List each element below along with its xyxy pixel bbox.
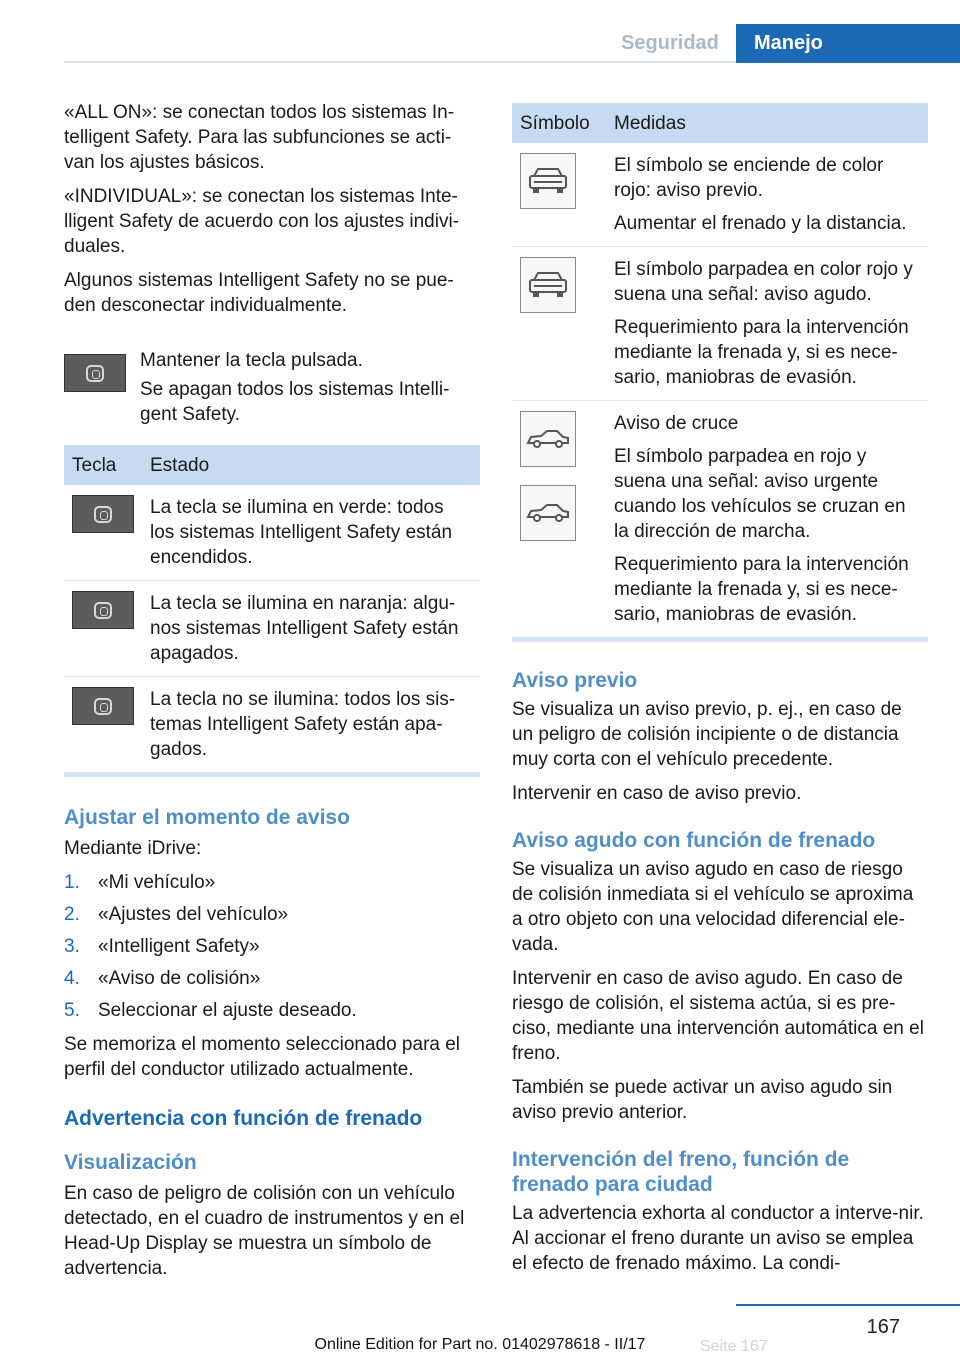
table-row	[64, 677, 480, 773]
car-front-warning-icon	[520, 153, 576, 209]
heading-aviso-agudo: Aviso agudo con función de frenado	[512, 829, 876, 852]
car-side-cross-icon	[520, 485, 576, 541]
heading-aviso-previo: Aviso previo	[512, 669, 638, 692]
car-front-acute-icon	[520, 257, 576, 313]
para-individual: «INDIVIDUAL»: se conectan los sistemas Inte‐lligent Safety de acuerdo con los ajustes indivi‐duales.	[64, 186, 460, 257]
table-end-rule	[64, 772, 480, 777]
footer-rule	[736, 1304, 960, 1306]
button-orange-icon	[72, 591, 134, 629]
para-memoriza: Se memoriza el momento seleccionado para el perfil del conductor utilizado actualmente.	[64, 1034, 461, 1080]
watermark: Seite 167	[700, 1338, 768, 1355]
table-row	[512, 401, 928, 638]
page-number: 167	[866, 1316, 900, 1338]
symbol-table	[512, 103, 928, 637]
heading-advertencia: Advertencia con función de frenado	[64, 1107, 423, 1130]
para-visualizacion: En caso de peligro de colisión con un vehículo detectado, en el cuadro de instrumentos y en el Head-Up Display se muestra un símbolo de advertencia.	[64, 1183, 465, 1279]
para-previo-1: Se visualiza un aviso previo, p. ej., en caso de un peligro de colisión incipiente o de distancia muy corta con el vehículo precedente.	[512, 699, 902, 770]
symbol-text: Requerimiento para la intervención mediante la frenada y, si es nece‐sario, maniobras de evasión.	[614, 317, 909, 388]
list-item: 4. «Aviso de colisión»	[64, 968, 261, 989]
state-text: La tecla se ilumina en naranja: algu‐nos sistemas Intelligent Safety están apagados.	[142, 581, 480, 677]
para-agudo-2: Intervenir en caso de aviso agudo. En caso de riesgo de colisión, el sistema actúa, si es pre‐ciso, mediante una intervención automática en el freno.	[512, 968, 924, 1064]
para-previo-2: Intervenir en caso de aviso previo.	[512, 783, 802, 804]
symbol-text: El símbolo parpadea en color rojo y suena una señal: aviso agudo.	[614, 259, 913, 305]
left-column	[64, 100, 480, 1290]
heading-visualizacion: Visualización	[64, 1151, 197, 1174]
symbol-text: Aumentar el frenado y la distancia.	[614, 213, 907, 234]
button-green-icon	[72, 495, 134, 533]
para-agudo-3: También se puede activar un aviso agudo sin aviso previo anterior.	[512, 1077, 893, 1123]
button-off-icon	[72, 687, 134, 725]
header-tab-seguridad[interactable]: Seguridad	[621, 32, 719, 54]
table-row	[64, 581, 480, 677]
header-tab-manejo[interactable]: Manejo	[736, 24, 960, 63]
symbol-text: Requerimiento para la intervención mediante la frenada y, si es nece‐sario, maniobras de evasión.	[614, 554, 909, 625]
table-header-medidas: Medidas	[606, 103, 928, 143]
para-all-on: «ALL ON»: se conectan todos los sistemas In‐telligent Safety. Para las subfunciones se acti‐van los ajustes básicos.	[64, 102, 455, 173]
edition-line: Online Edition for Part no. 01402978618 - II/17	[314, 1336, 646, 1353]
key-off-text: Se apagan todos los sistemas Intelli‐gent Safety.	[140, 379, 450, 425]
table-row	[512, 247, 928, 401]
table-row	[64, 485, 480, 581]
steps-list	[64, 870, 480, 1023]
intelligent-safety-button-icon	[64, 354, 126, 392]
table-end-rule	[512, 637, 928, 642]
key-hold-text: Mantener la tecla pulsada.	[140, 350, 363, 371]
table-header-tecla: Tecla	[64, 445, 142, 485]
para-idrive: Mediante iDrive:	[64, 838, 202, 859]
list-item: 5. Seleccionar el ajuste deseado.	[64, 1000, 357, 1021]
symbol-text: El símbolo parpadea en rojo y suena una señal: aviso urgente cuando los vehículos se cruzan en la dirección de marcha.	[614, 446, 906, 542]
symbol-text: Aviso de cruce	[614, 413, 739, 434]
heading-freno-ciudad: Intervención del freno, función de frenado para ciudad	[512, 1148, 850, 1196]
para-freno-1: La advertencia exhorta al conductor a interve‐nir. Al accionar el freno durante un aviso se emplea el efecto de frenado máximo. La condi‐	[512, 1203, 924, 1274]
para-algunos: Algunos sistemas Intelligent Safety no se pue‐den desconectar individualmente.	[64, 270, 454, 316]
heading-ajustar: Ajustar el momento de aviso	[64, 806, 350, 829]
car-side-cross-icon	[520, 411, 576, 467]
key-hold-row	[64, 348, 480, 373]
key-state-table	[64, 445, 480, 772]
table-row	[512, 143, 928, 247]
state-text: La tecla se ilumina en verde: todos los sistemas Intelligent Safety están encendidos.	[142, 485, 480, 581]
state-text: La tecla no se ilumina: todos los sis‐temas Intelligent Safety están apa‐gados.	[150, 689, 456, 760]
table-header-simbolo: Símbolo	[512, 103, 606, 143]
symbol-text: El símbolo se enciende de color rojo: aviso previo.	[614, 155, 884, 201]
para-agudo-1: Se visualiza un aviso agudo en caso de riesgo de colisión inmediata si el vehículo se aproxima a otro objeto con una velocidad diferencial ele‐vada.	[512, 859, 914, 955]
right-column	[512, 103, 928, 1285]
list-item: 1. «Mi vehículo»	[64, 872, 216, 893]
list-item: 2. «Ajustes del vehículo»	[64, 904, 289, 925]
table-header-estado: Estado	[142, 445, 480, 485]
list-item: 3. «Intelligent Safety»	[64, 936, 260, 957]
